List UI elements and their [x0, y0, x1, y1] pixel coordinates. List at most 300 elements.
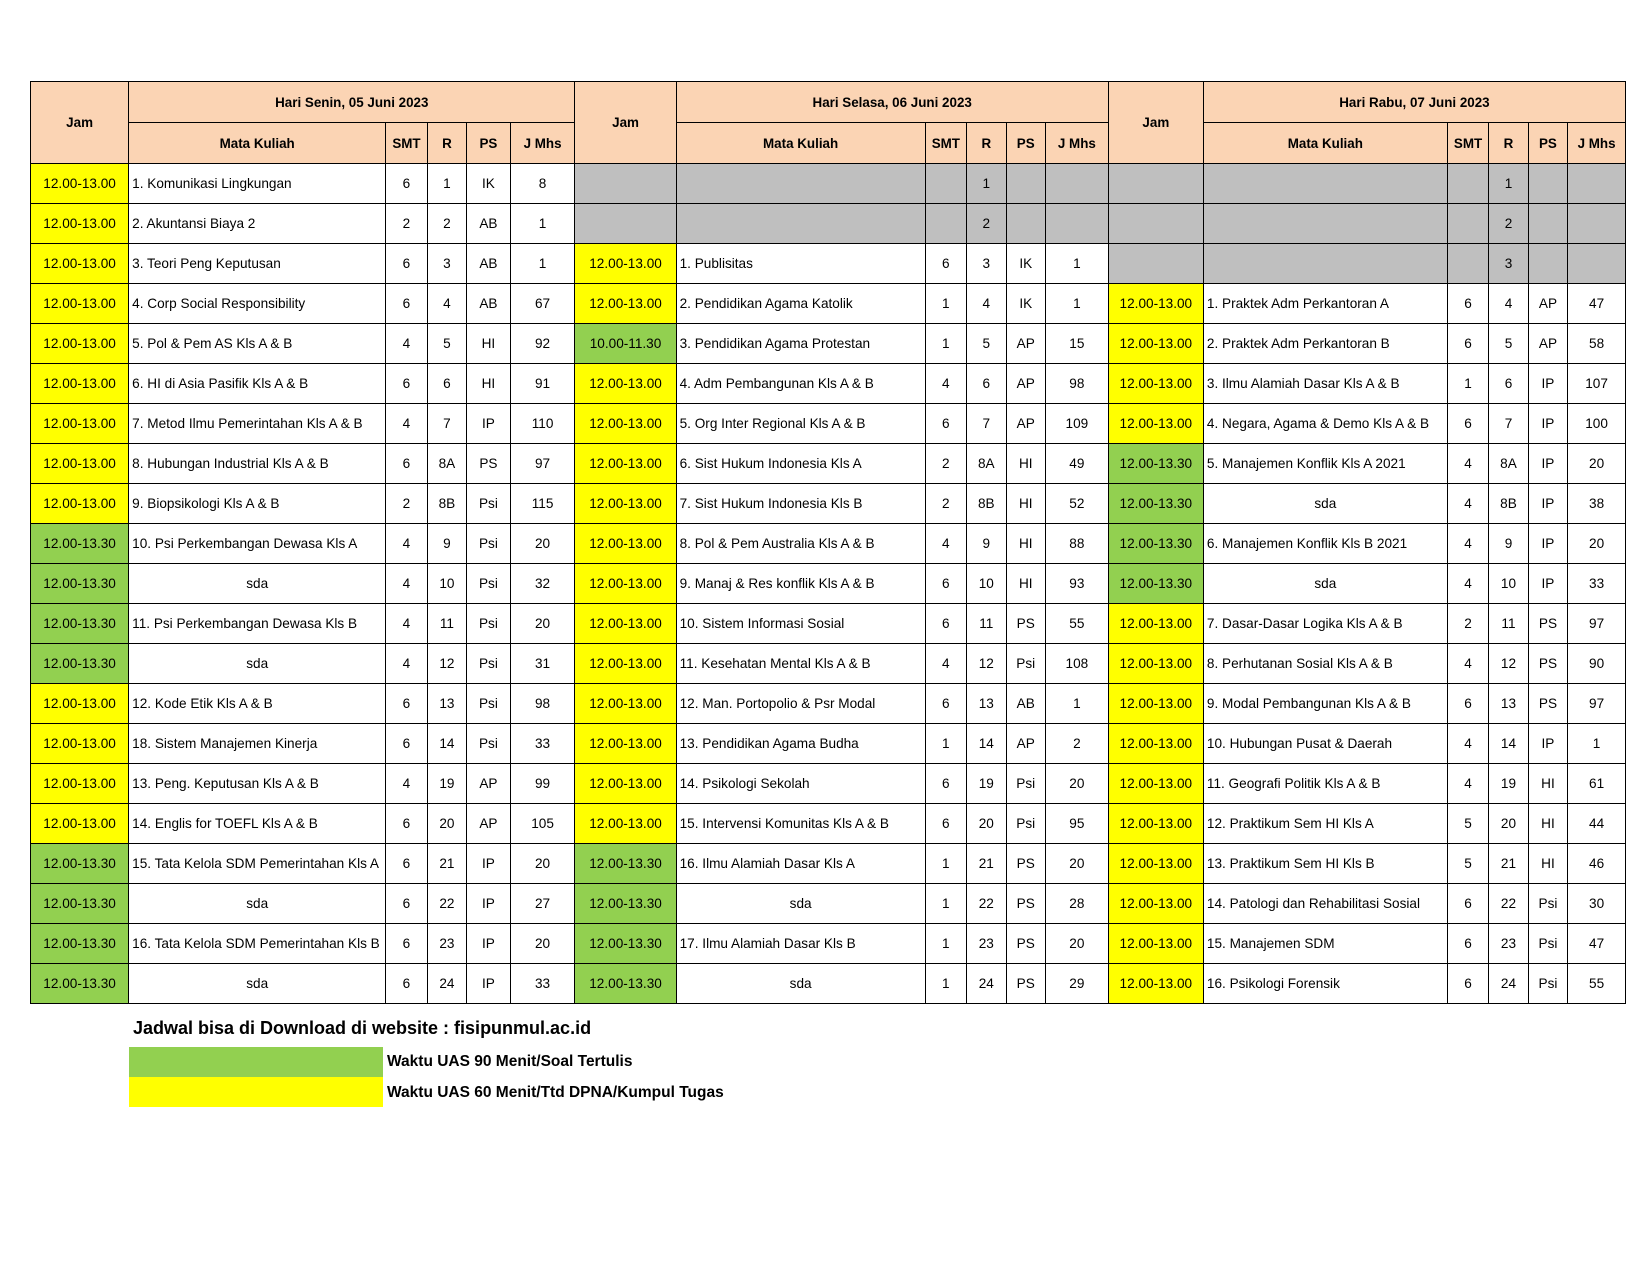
smt-header: SMT [1447, 123, 1488, 164]
ps-cell: IP [467, 924, 511, 964]
mata-kuliah-cell: 9. Manaj & Res konflik Kls A & B [676, 564, 925, 604]
smt-cell: 6 [1447, 404, 1488, 444]
smt-cell: 6 [1447, 964, 1488, 1004]
room-cell: 20 [1489, 804, 1528, 844]
smt-cell: 6 [386, 884, 427, 924]
jmhs-cell: 97 [510, 444, 575, 484]
jmhs-cell: 107 [1568, 364, 1626, 404]
jmhs-cell: 55 [1568, 964, 1626, 1004]
ps-cell: Psi [467, 564, 511, 604]
room-cell: 1 [1489, 164, 1528, 204]
jmhs-cell: 90 [1568, 644, 1626, 684]
table-row [31, 964, 1626, 1004]
ps-cell: AB [467, 204, 511, 244]
mata-kuliah-header: Mata Kuliah [1203, 123, 1447, 164]
mata-kuliah-cell: sda [129, 644, 386, 684]
room-cell: 20 [427, 804, 466, 844]
jmhs-cell: 8 [510, 164, 575, 204]
room-cell: 23 [967, 924, 1006, 964]
r-header: R [1489, 123, 1528, 164]
smt-cell: 6 [386, 244, 427, 284]
smt-cell [925, 204, 966, 244]
jmhs-cell: 1 [510, 204, 575, 244]
jam-header: Jam [575, 82, 676, 164]
room-cell: 5 [1489, 324, 1528, 364]
mata-kuliah-cell: 13. Peng. Keputusan Kls A & B [129, 764, 386, 804]
jam-cell: 12.00-13.00 [1108, 964, 1203, 1004]
room-cell: 8A [1489, 444, 1528, 484]
jam-cell: 12.00-13.00 [575, 644, 676, 684]
ps-cell: Psi [1528, 884, 1567, 924]
ps-cell: IP [1528, 724, 1567, 764]
table-row [31, 724, 1626, 764]
smt-cell [925, 164, 966, 204]
mata-kuliah-cell: 2. Akuntansi Biaya 2 [129, 204, 386, 244]
smt-cell: 6 [925, 764, 966, 804]
ps-cell: Psi [467, 524, 511, 564]
smt-cell: 6 [386, 844, 427, 884]
smt-cell: 4 [386, 524, 427, 564]
mata-kuliah-cell: 8. Perhutanan Sosial Kls A & B [1203, 644, 1447, 684]
smt-cell: 2 [1447, 604, 1488, 644]
mata-kuliah-cell: 14. Englis for TOEFL Kls A & B [129, 804, 386, 844]
room-cell: 14 [967, 724, 1006, 764]
ps-cell: IK [1006, 284, 1045, 324]
mata-kuliah-cell: 8. Pol & Pem Australia Kls A & B [676, 524, 925, 564]
jmhs-cell: 98 [1045, 364, 1108, 404]
mata-kuliah-cell [676, 204, 925, 244]
jam-cell: 12.00-13.00 [575, 564, 676, 604]
room-cell: 8A [427, 444, 466, 484]
ps-cell [1006, 204, 1045, 244]
room-cell: 19 [1489, 764, 1528, 804]
smt-cell [1447, 244, 1488, 284]
mata-kuliah-cell: 10. Psi Perkembangan Dewasa Kls A [129, 524, 386, 564]
jam-cell: 12.00-13.00 [1108, 284, 1203, 324]
room-cell: 14 [1489, 724, 1528, 764]
jam-cell: 12.00-13.00 [575, 484, 676, 524]
smt-cell: 4 [925, 364, 966, 404]
mata-kuliah-header: Mata Kuliah [129, 123, 386, 164]
ps-cell: HI [1006, 444, 1045, 484]
mata-kuliah-cell [1203, 164, 1447, 204]
room-cell: 3 [427, 244, 466, 284]
ps-cell: AP [1006, 404, 1045, 444]
r-header: R [427, 123, 466, 164]
mata-kuliah-cell [1203, 244, 1447, 284]
jam-cell: 12.00-13.00 [1108, 804, 1203, 844]
room-cell: 1 [967, 164, 1006, 204]
mata-kuliah-cell: 11. Kesehatan Mental Kls A & B [676, 644, 925, 684]
room-cell: 24 [427, 964, 466, 1004]
ps-cell: IP [467, 884, 511, 924]
ps-header: PS [467, 123, 511, 164]
room-cell: 2 [967, 204, 1006, 244]
mata-kuliah-cell: 6. Manajemen Konflik Kls B 2021 [1203, 524, 1447, 564]
ps-cell: PS [1528, 684, 1567, 724]
jam-cell: 12.00-13.00 [575, 604, 676, 644]
room-cell: 3 [967, 244, 1006, 284]
table-row [31, 844, 1626, 884]
mata-kuliah-cell: 12. Man. Portopolio & Psr Modal [676, 684, 925, 724]
jmhs-cell [1045, 164, 1108, 204]
mata-kuliah-cell: 4. Negara, Agama & Demo Kls A & B [1203, 404, 1447, 444]
mata-kuliah-cell: 1. Praktek Adm Perkantoran A [1203, 284, 1447, 324]
mata-kuliah-cell: 11. Psi Perkembangan Dewasa Kls B [129, 604, 386, 644]
ps-cell: PS [1006, 844, 1045, 884]
ps-cell: AP [467, 804, 511, 844]
jam-cell: 12.00-13.00 [31, 804, 129, 844]
jmhs-cell: 46 [1568, 844, 1626, 884]
mata-kuliah-cell: 3. Pendidikan Agama Protestan [676, 324, 925, 364]
jam-cell [1108, 164, 1203, 204]
jam-cell [575, 204, 676, 244]
table-row [31, 684, 1626, 724]
mata-kuliah-cell: 4. Adm Pembangunan Kls A & B [676, 364, 925, 404]
table-row [31, 284, 1626, 324]
jam-cell: 12.00-13.30 [31, 924, 129, 964]
mata-kuliah-cell: 5. Pol & Pem AS Kls A & B [129, 324, 386, 364]
day-title-rabu: Hari Rabu, 07 Juni 2023 [1203, 82, 1625, 123]
jam-cell: 12.00-13.30 [31, 564, 129, 604]
smt-cell: 2 [386, 484, 427, 524]
jam-cell: 12.00-13.00 [575, 724, 676, 764]
smt-cell: 2 [925, 484, 966, 524]
room-cell: 19 [427, 764, 466, 804]
mata-kuliah-cell: 6. Sist Hukum Indonesia Kls A [676, 444, 925, 484]
jam-cell: 12.00-13.00 [31, 244, 129, 284]
smt-cell: 6 [386, 164, 427, 204]
jam-cell: 12.00-13.00 [575, 524, 676, 564]
jam-cell [575, 164, 676, 204]
mata-kuliah-cell: sda [129, 564, 386, 604]
smt-cell: 6 [386, 444, 427, 484]
mata-kuliah-cell: 16. Ilmu Alamiah Dasar Kls A [676, 844, 925, 884]
jmhs-cell: 93 [1045, 564, 1108, 604]
smt-header: SMT [925, 123, 966, 164]
jmhs-cell: 32 [510, 564, 575, 604]
ps-cell: AB [467, 244, 511, 284]
ps-cell: HI [1006, 484, 1045, 524]
smt-cell: 4 [1447, 564, 1488, 604]
jam-cell: 12.00-13.00 [31, 684, 129, 724]
smt-cell: 1 [925, 924, 966, 964]
smt-cell: 6 [925, 804, 966, 844]
jam-cell: 12.00-13.00 [575, 284, 676, 324]
jam-cell: 12.00-13.30 [31, 644, 129, 684]
room-cell: 5 [967, 324, 1006, 364]
room-cell: 8B [427, 484, 466, 524]
smt-cell: 4 [1447, 444, 1488, 484]
jmhs-cell: 20 [510, 604, 575, 644]
room-cell: 22 [427, 884, 466, 924]
jmhs-cell: 55 [1045, 604, 1108, 644]
mata-kuliah-cell: 5. Manajemen Konflik Kls A 2021 [1203, 444, 1447, 484]
mata-kuliah-cell: sda [676, 884, 925, 924]
ps-cell: IK [467, 164, 511, 204]
smt-cell: 4 [386, 564, 427, 604]
room-cell: 12 [967, 644, 1006, 684]
jmhs-cell: 92 [510, 324, 575, 364]
smt-cell: 1 [925, 884, 966, 924]
jam-cell: 12.00-13.00 [31, 724, 129, 764]
jmhs-cell: 20 [1568, 524, 1626, 564]
ps-cell [1006, 164, 1045, 204]
room-cell: 5 [427, 324, 466, 364]
table-row [31, 484, 1626, 524]
table-row [31, 524, 1626, 564]
room-cell: 11 [427, 604, 466, 644]
smt-cell: 4 [925, 644, 966, 684]
smt-cell: 4 [1447, 484, 1488, 524]
room-cell: 24 [967, 964, 1006, 1004]
mata-kuliah-cell: 6. HI di Asia Pasifik Kls A & B [129, 364, 386, 404]
room-cell: 23 [427, 924, 466, 964]
smt-cell: 6 [386, 964, 427, 1004]
ps-cell: PS [1006, 884, 1045, 924]
jam-cell: 12.00-13.00 [31, 764, 129, 804]
jmhs-cell: 20 [510, 524, 575, 564]
mata-kuliah-cell: sda [129, 964, 386, 1004]
room-cell: 6 [1489, 364, 1528, 404]
room-cell: 3 [1489, 244, 1528, 284]
jmhs-cell: 20 [1568, 444, 1626, 484]
room-cell: 10 [427, 564, 466, 604]
jmhs-cell: 28 [1045, 884, 1108, 924]
jmhs-cell: 110 [510, 404, 575, 444]
ps-cell: AB [1006, 684, 1045, 724]
room-cell: 22 [967, 884, 1006, 924]
mata-kuliah-cell: sda [676, 964, 925, 1004]
smt-cell: 6 [386, 724, 427, 764]
smt-cell: 6 [1447, 324, 1488, 364]
jam-cell: 12.00-13.00 [31, 484, 129, 524]
jam-cell: 12.00-13.00 [1108, 644, 1203, 684]
jmhs-cell: 20 [1045, 844, 1108, 884]
jam-cell: 12.00-13.30 [31, 604, 129, 644]
room-cell: 1 [427, 164, 466, 204]
jam-cell [1108, 244, 1203, 284]
room-cell: 2 [1489, 204, 1528, 244]
ps-cell [1528, 164, 1567, 204]
table-row [31, 884, 1626, 924]
jam-cell: 10.00-11.30 [575, 324, 676, 364]
jmhs-cell: 15 [1045, 324, 1108, 364]
ps-cell: IP [1528, 484, 1567, 524]
mata-kuliah-cell: 15. Intervensi Komunitas Kls A & B [676, 804, 925, 844]
jmhs-cell: 52 [1045, 484, 1108, 524]
jam-cell: 12.00-13.30 [31, 524, 129, 564]
jam-cell: 12.00-13.00 [1108, 684, 1203, 724]
smt-cell: 5 [1447, 844, 1488, 884]
mata-kuliah-cell: sda [129, 884, 386, 924]
smt-cell: 6 [1447, 884, 1488, 924]
jmhs-cell: 1 [1045, 244, 1108, 284]
jam-cell: 12.00-13.00 [575, 404, 676, 444]
smt-cell: 6 [386, 284, 427, 324]
jam-cell [1108, 204, 1203, 244]
jmhs-cell: 2 [1045, 724, 1108, 764]
mata-kuliah-cell: 2. Praktek Adm Perkantoran B [1203, 324, 1447, 364]
ps-cell: HI [1006, 524, 1045, 564]
ps-cell: Psi [1006, 644, 1045, 684]
room-cell: 9 [427, 524, 466, 564]
mata-kuliah-cell: 5. Org Inter Regional Kls A & B [676, 404, 925, 444]
table-row [31, 244, 1626, 284]
ps-cell [1528, 244, 1567, 284]
smt-cell: 1 [1447, 364, 1488, 404]
jam-cell: 12.00-13.30 [31, 884, 129, 924]
mata-kuliah-cell: 14. Psikologi Sekolah [676, 764, 925, 804]
mata-kuliah-cell: 14. Patologi dan Rehabilitasi Sosial [1203, 884, 1447, 924]
ps-cell: Psi [1006, 804, 1045, 844]
jmhs-cell: 30 [1568, 884, 1626, 924]
jmhs-cell: 98 [510, 684, 575, 724]
mata-kuliah-cell: 13. Pendidikan Agama Budha [676, 724, 925, 764]
jmhs-cell: 1 [510, 244, 575, 284]
room-cell: 19 [967, 764, 1006, 804]
jmhs-cell: 95 [1045, 804, 1108, 844]
room-cell: 21 [967, 844, 1006, 884]
jam-cell: 12.00-13.00 [1108, 924, 1203, 964]
ps-cell: IP [1528, 444, 1567, 484]
smt-cell: 5 [1447, 804, 1488, 844]
ps-cell: Psi [1006, 764, 1045, 804]
table-row [31, 644, 1626, 684]
mata-kuliah-cell: 9. Biopsikologi Kls A & B [129, 484, 386, 524]
ps-cell [1528, 204, 1567, 244]
legend-label-yellow: Waktu UAS 60 Menit/Ttd DPNA/Kumpul Tugas [387, 1084, 724, 1101]
smt-cell: 6 [1447, 924, 1488, 964]
ps-cell: HI [1528, 764, 1567, 804]
table-row [31, 204, 1626, 244]
smt-cell: 2 [386, 204, 427, 244]
room-cell: 4 [427, 284, 466, 324]
jam-cell: 12.00-13.00 [31, 444, 129, 484]
jam-cell: 12.00-13.00 [575, 444, 676, 484]
ps-cell: Psi [467, 604, 511, 644]
room-cell: 24 [1489, 964, 1528, 1004]
room-cell: 9 [967, 524, 1006, 564]
jam-cell: 12.00-13.00 [31, 324, 129, 364]
jmhs-cell: 1 [1045, 284, 1108, 324]
smt-cell: 1 [925, 724, 966, 764]
mata-kuliah-cell: 1. Komunikasi Lingkungan [129, 164, 386, 204]
smt-cell: 4 [1447, 724, 1488, 764]
smt-cell: 6 [386, 364, 427, 404]
room-cell: 6 [427, 364, 466, 404]
mata-kuliah-cell: 9. Modal Pembangunan Kls A & B [1203, 684, 1447, 724]
table-row [31, 564, 1626, 604]
jmhs-cell: 109 [1045, 404, 1108, 444]
smt-cell [1447, 204, 1488, 244]
room-cell: 8B [1489, 484, 1528, 524]
ps-cell: Psi [467, 684, 511, 724]
jmhs-cell [1568, 204, 1626, 244]
smt-cell: 4 [386, 324, 427, 364]
smt-cell: 6 [386, 804, 427, 844]
mata-kuliah-cell: 7. Metod Ilmu Pemerintahan Kls A & B [129, 404, 386, 444]
ps-cell: Psi [1528, 964, 1567, 1004]
table-row [31, 364, 1626, 404]
jmhs-cell: 20 [510, 924, 575, 964]
jmhs-cell: 1 [1568, 724, 1626, 764]
smt-cell: 4 [1447, 764, 1488, 804]
ps-cell: IP [1528, 364, 1567, 404]
smt-cell: 4 [386, 604, 427, 644]
ps-cell: AP [1006, 364, 1045, 404]
room-cell: 7 [967, 404, 1006, 444]
table-row [31, 604, 1626, 644]
ps-cell: PS [1528, 644, 1567, 684]
mata-kuliah-header: Mata Kuliah [676, 123, 925, 164]
ps-cell: HI [1528, 844, 1567, 884]
mata-kuliah-cell: 7. Sist Hukum Indonesia Kls B [676, 484, 925, 524]
exam-schedule-table [30, 81, 1626, 1004]
ps-cell: AP [1528, 324, 1567, 364]
ps-cell: AB [467, 284, 511, 324]
smt-cell: 1 [925, 964, 966, 1004]
ps-cell: IP [467, 404, 511, 444]
jam-cell: 12.00-13.00 [1108, 884, 1203, 924]
jmhs-cell: 20 [1045, 764, 1108, 804]
room-cell: 2 [427, 204, 466, 244]
smt-cell: 6 [925, 564, 966, 604]
ps-cell: Psi [1528, 924, 1567, 964]
jmhs-cell: 67 [510, 284, 575, 324]
smt-cell [1447, 164, 1488, 204]
ps-cell: IP [1528, 524, 1567, 564]
smt-cell: 6 [386, 924, 427, 964]
jmhs-cell: 97 [1568, 604, 1626, 644]
jam-cell: 12.00-13.30 [31, 964, 129, 1004]
smt-cell: 6 [386, 684, 427, 724]
mata-kuliah-cell [676, 164, 925, 204]
mata-kuliah-cell: 10. Hubungan Pusat & Daerah [1203, 724, 1447, 764]
ps-cell: HI [467, 364, 511, 404]
ps-header: PS [1528, 123, 1567, 164]
mata-kuliah-cell: 16. Tata Kelola SDM Pemerintahan Kls B [129, 924, 386, 964]
room-cell: 9 [1489, 524, 1528, 564]
room-cell: 7 [427, 404, 466, 444]
jmhs-cell [1568, 164, 1626, 204]
jmhs-header: J Mhs [510, 123, 575, 164]
room-cell: 6 [967, 364, 1006, 404]
jmhs-cell: 99 [510, 764, 575, 804]
smt-cell: 1 [925, 284, 966, 324]
mata-kuliah-cell: 18. Sistem Manajemen Kinerja [129, 724, 386, 764]
room-cell: 8A [967, 444, 1006, 484]
mata-kuliah-cell: 1. Publisitas [676, 244, 925, 284]
jam-cell: 12.00-13.00 [575, 804, 676, 844]
room-cell: 13 [967, 684, 1006, 724]
room-cell: 4 [967, 284, 1006, 324]
mata-kuliah-cell: sda [1203, 564, 1447, 604]
room-cell: 7 [1489, 404, 1528, 444]
table-row [31, 764, 1626, 804]
smt-cell: 1 [925, 844, 966, 884]
table-row [31, 804, 1626, 844]
ps-cell: PS [1006, 604, 1045, 644]
jmhs-cell: 29 [1045, 964, 1108, 1004]
jam-header: Jam [1108, 82, 1203, 164]
room-cell: 14 [427, 724, 466, 764]
jam-cell: 12.00-13.30 [575, 924, 676, 964]
ps-header: PS [1006, 123, 1045, 164]
jam-cell: 12.00-13.00 [1108, 324, 1203, 364]
ps-cell: PS [1006, 964, 1045, 1004]
room-cell: 21 [427, 844, 466, 884]
